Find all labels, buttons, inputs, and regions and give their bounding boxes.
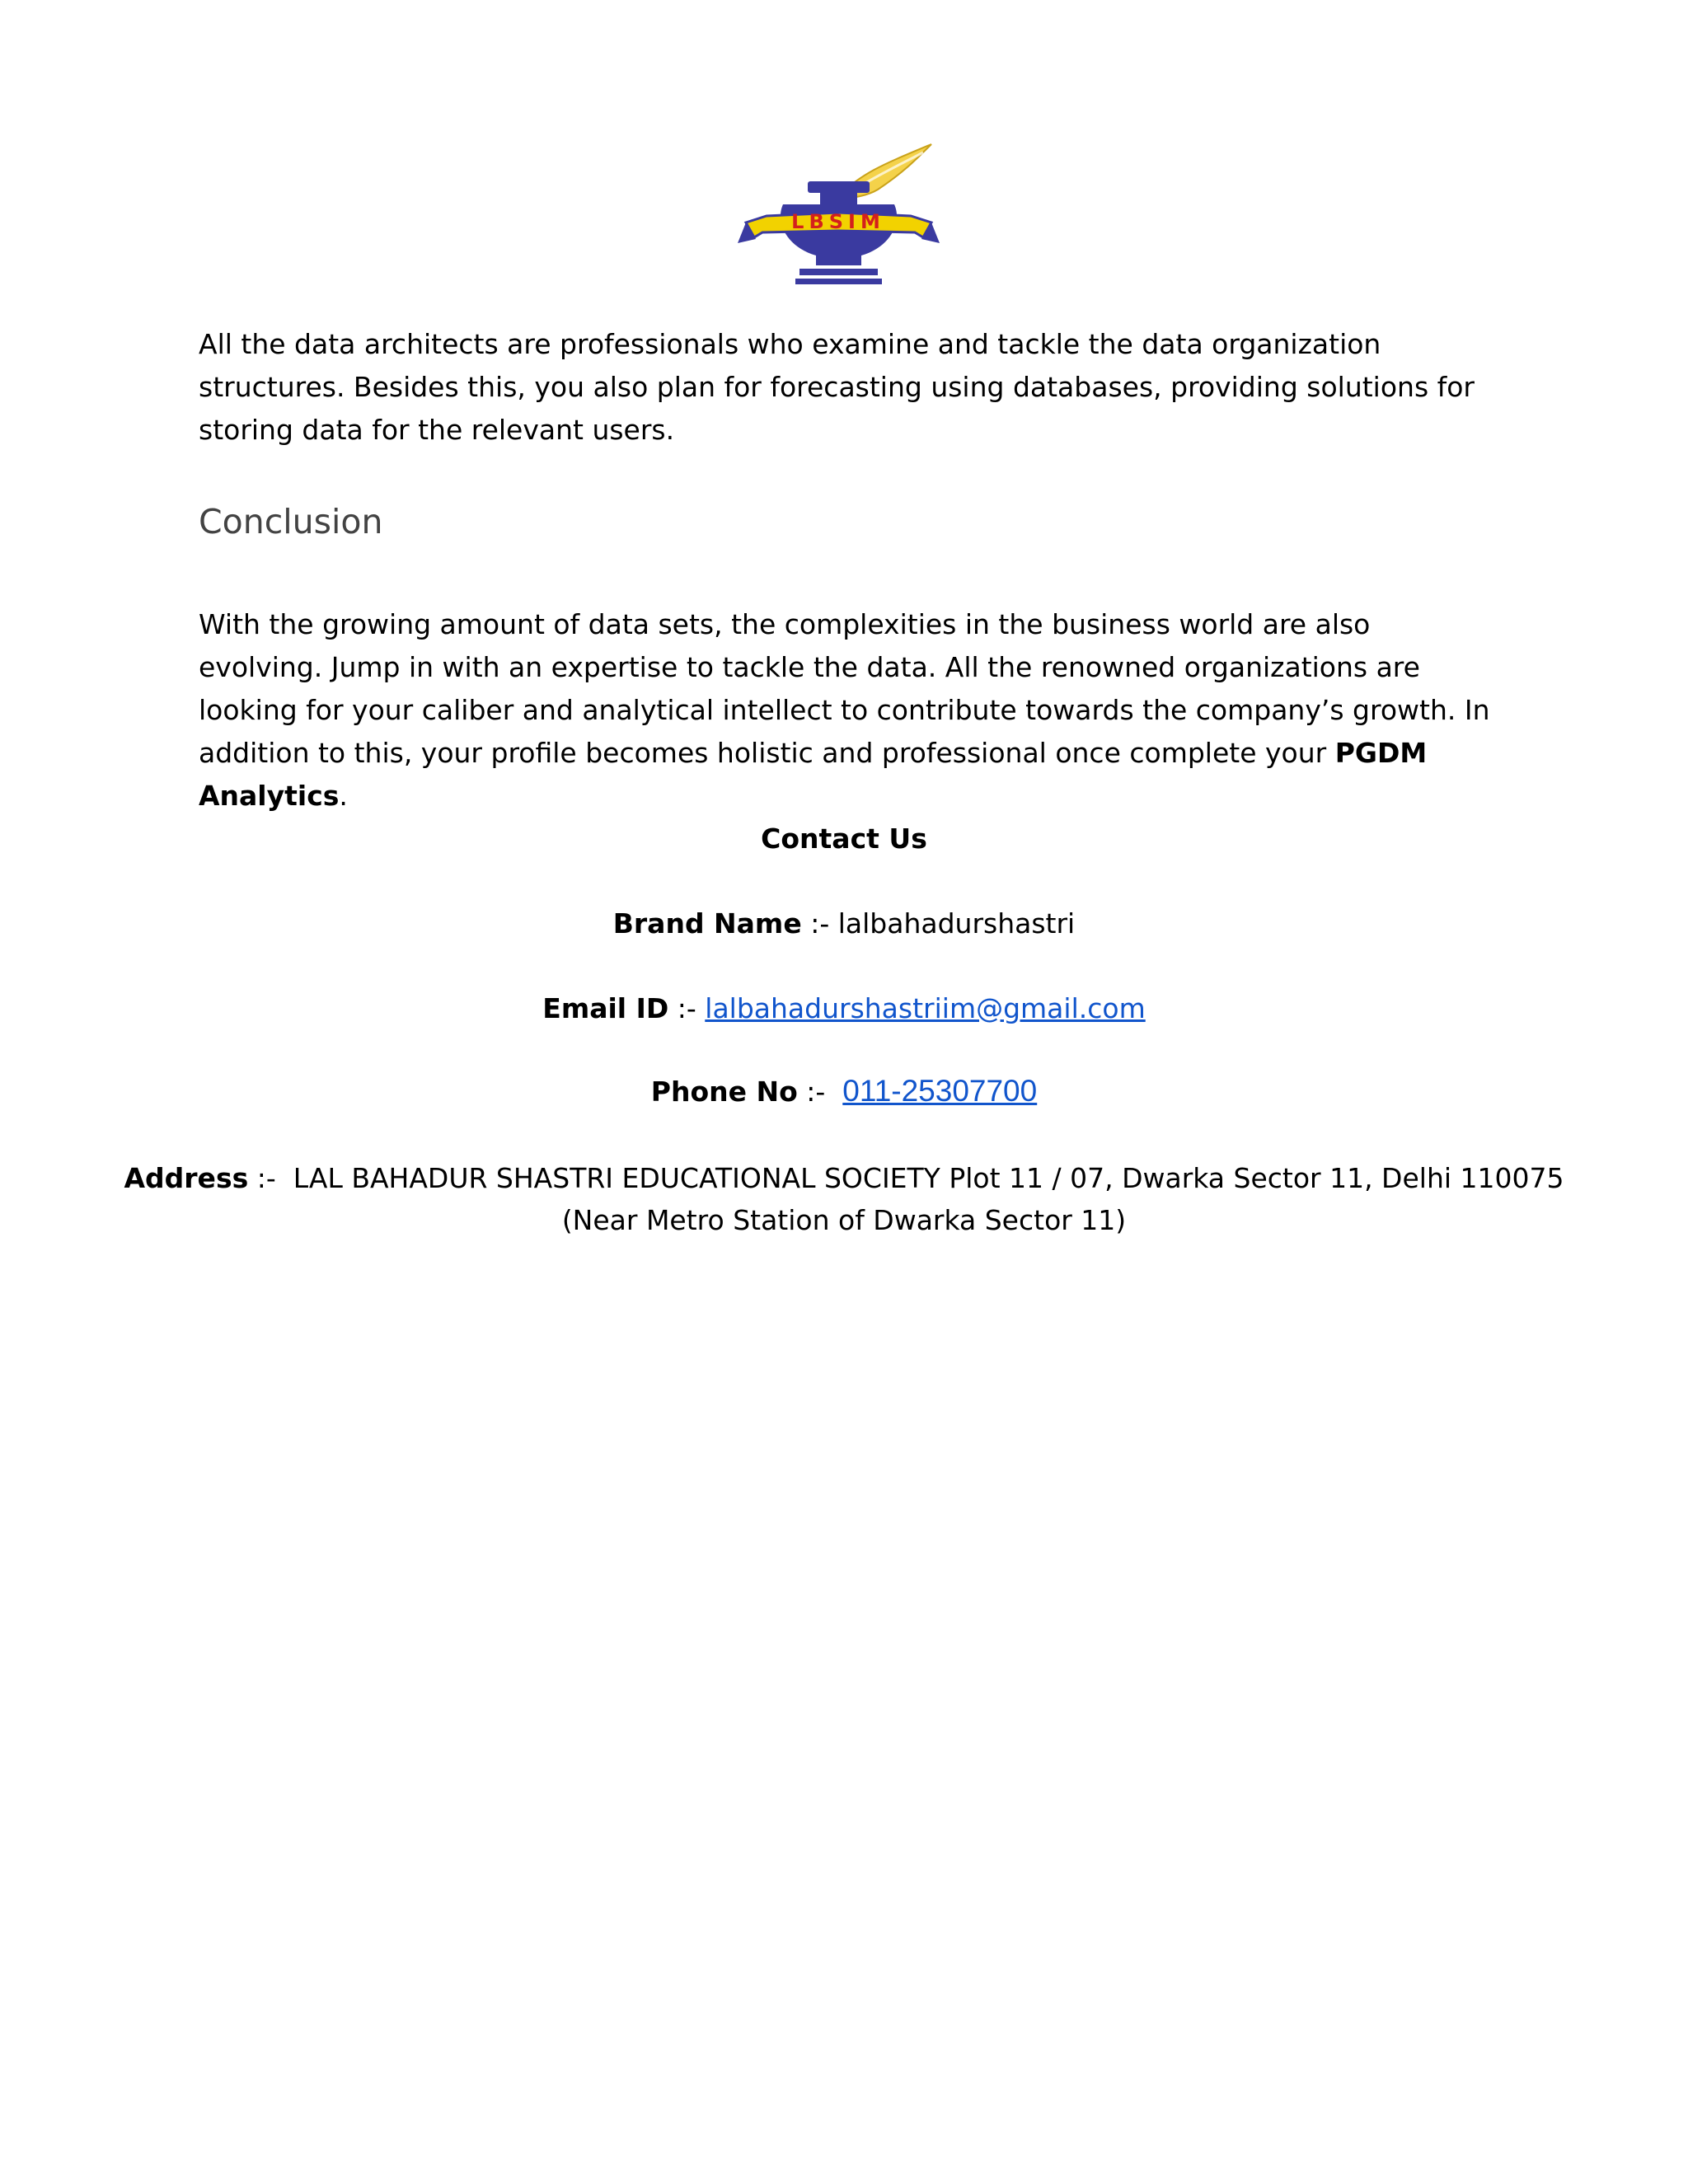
contact-us-title: Contact Us [761, 823, 927, 855]
phone-separator: :- [797, 1076, 843, 1108]
pgdm-analytics-text: PGDM Analytics [199, 737, 1428, 812]
brand-name-value: lalbahadurshastri [837, 907, 1076, 940]
conclusion-heading: Conclusion [199, 502, 383, 541]
email-separator: :- [668, 992, 706, 1024]
address-value: LAL BAHADUR SHASTRI EDUCATIONAL SOCIETY Plot 11 / 07, Dwarka Sector 11, Delhi 110075 [293, 1162, 1564, 1194]
lbsim-logo-graphic [738, 140, 940, 297]
address-line [0, 1157, 1688, 1200]
phone-line [0, 1070, 1688, 1113]
logo-text: LBSIM [791, 210, 885, 233]
brand-name-label: Brand Name [612, 907, 802, 940]
address-line-2: (Near Metro Station of Dwarka Sector 11) [561, 1204, 1127, 1236]
address-separator: :- [248, 1162, 293, 1194]
phone-link[interactable]: 011-25307700 [842, 1074, 1038, 1108]
email-label: Email ID [542, 992, 669, 1024]
address-label: Address [124, 1162, 249, 1194]
conclusion-end: . [339, 780, 348, 812]
email-link[interactable]: lalbahadurshastriim@gmail.com [705, 992, 1146, 1024]
phone-label: Phone No [650, 1076, 798, 1108]
conclusion-text: With the growing amount of data sets, the complexities in the business world are also evolving. Jump in with an expertise to tackle the data. All the renowned organizations are looking for your caliber and analytical intellect to contribute towards the company’s growth. In addition to this, your profile becomes holistic and professional once complete your [199, 608, 1490, 769]
brand-name-line [0, 902, 1688, 945]
intro-paragraph: All the data architects are professionals who examine and tackle the data organization structures. Besides this, you also plan for forecasting using databases, providing solutions for storing data for the relevant users. [199, 328, 1475, 446]
brand-name-separator: :- [801, 907, 838, 940]
email-line [0, 987, 1688, 1030]
conclusion-paragraph [199, 603, 1501, 818]
lbsim-logo [738, 140, 940, 297]
